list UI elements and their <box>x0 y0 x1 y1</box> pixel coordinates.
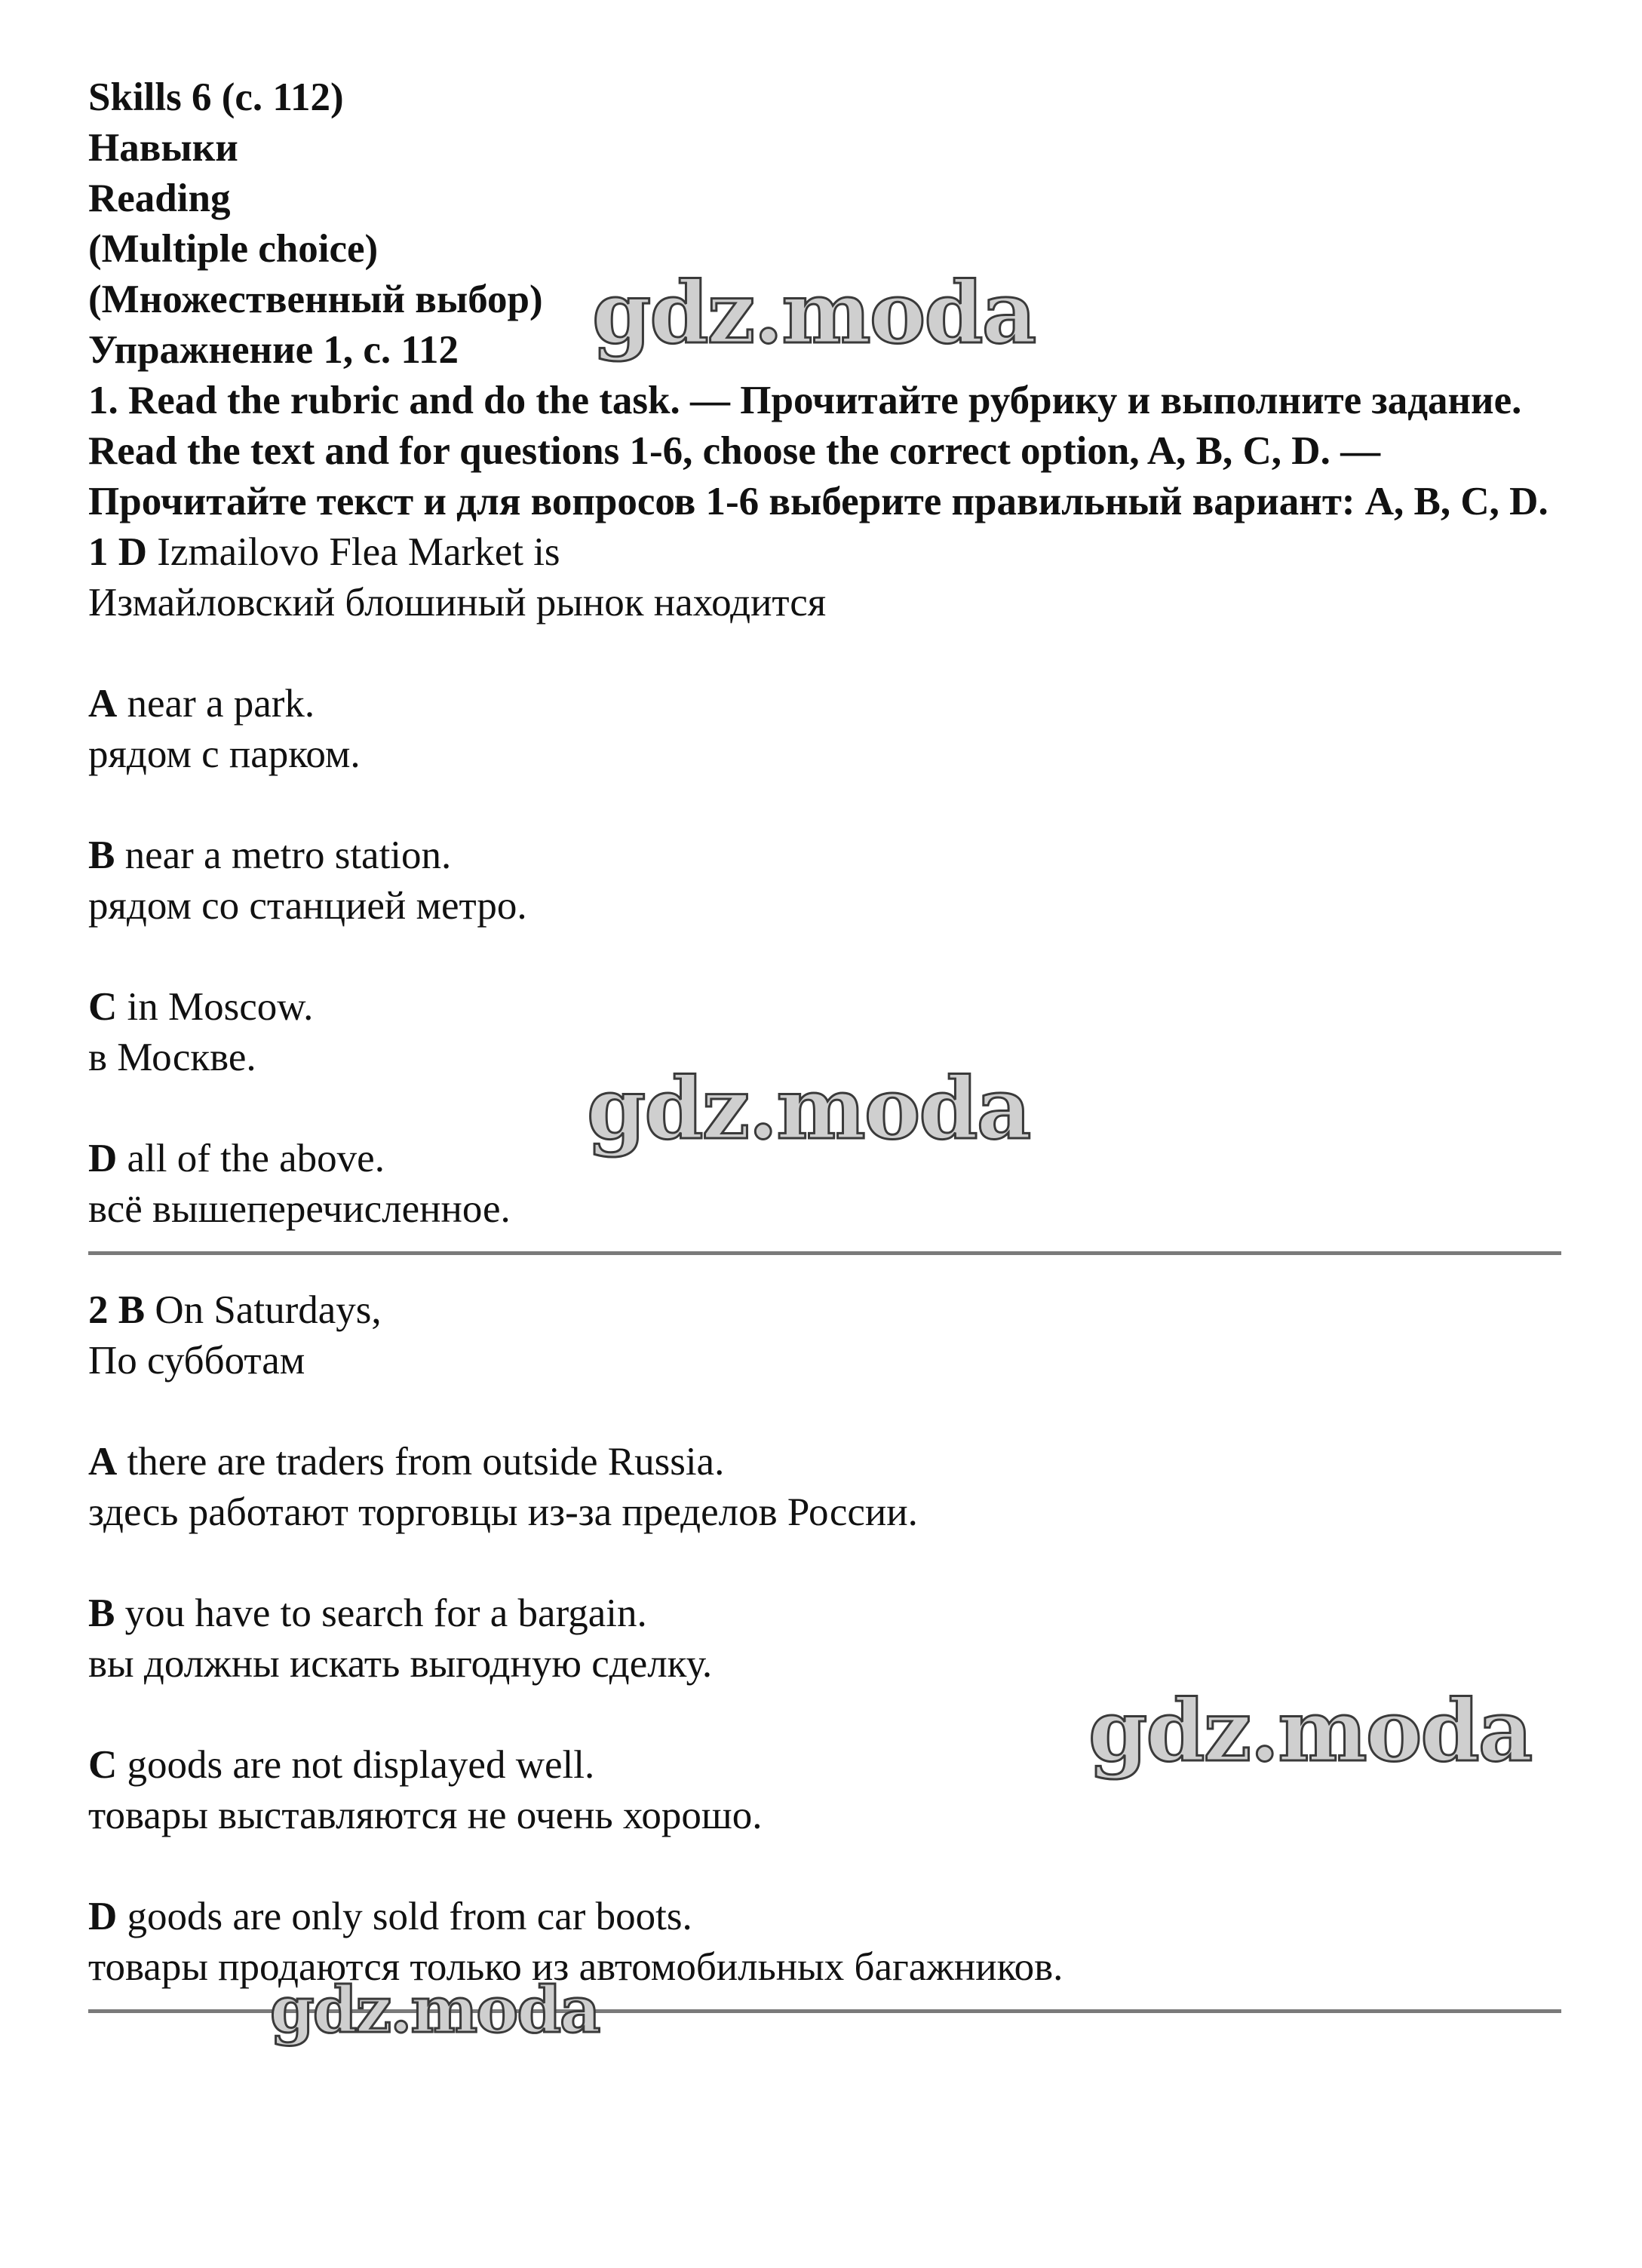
exercise-task: Read the text and for questions 1-6, choose the correct option, A, B, C, D. — Прочитайте текст и для вопросов 1-6 выберите правильный вариант: A, B, C, D. <box>88 429 1548 523</box>
section-divider <box>88 1251 1561 1255</box>
option-letter: C <box>88 1743 118 1787</box>
option-c <box>88 982 1567 1033</box>
watermark: gdz.moda <box>270 1972 600 2047</box>
option-en: near a park. <box>127 682 315 726</box>
option-letter: C <box>88 985 118 1029</box>
exercise-title: Упражнение 1, с. 112 <box>88 328 459 372</box>
answer-label: 2 B <box>88 1288 146 1332</box>
question-stem <box>88 527 1567 578</box>
stem-en: On Saturdays, <box>155 1288 382 1332</box>
exercise-instruction: 1. Read the rubric and do the task. — Прочитайте рубрику и выполните задание. <box>88 379 1522 422</box>
option-en: there are traders from outside Russia. <box>127 1440 725 1484</box>
option-en: goods are only sold from car boots. <box>127 1895 692 1938</box>
option-a <box>88 679 1567 729</box>
option-letter: A <box>88 1440 118 1484</box>
option-ru: в Москве. <box>88 1036 256 1079</box>
watermark: gdz.moda <box>587 1060 1030 1159</box>
stem-en: Izmailovo Flea Market is <box>157 530 560 574</box>
option-ru: товары выставляются не очень хорошо. <box>88 1794 763 1837</box>
stem-ru: По субботам <box>88 1339 305 1383</box>
option-en: in Moscow. <box>127 985 314 1029</box>
skill-name: Reading <box>88 176 231 220</box>
option-letter: A <box>88 682 118 726</box>
option-ru: всё вышеперечисленное. <box>88 1187 511 1231</box>
option-ru: здесь работают торговцы из-за пределов России. <box>88 1490 918 1534</box>
option-ru: рядом со станцией метро. <box>88 884 527 928</box>
section-title: Skills 6 (с. 112) <box>88 75 344 119</box>
question-stem <box>88 1285 1567 1336</box>
option-d <box>88 1892 1567 1942</box>
option-b <box>88 830 1567 881</box>
option-a <box>88 1437 1567 1487</box>
option-en: near a metro station. <box>124 833 452 877</box>
watermark: gdz.moda <box>592 264 1036 363</box>
stem-ru: Измайловский блошиный рынок находится <box>88 581 827 625</box>
option-en: goods are not displayed well. <box>127 1743 595 1787</box>
option-en: all of the above. <box>127 1137 385 1180</box>
option-ru: рядом с парком. <box>88 732 361 776</box>
watermark: gdz.moda <box>1088 1682 1532 1781</box>
option-letter: B <box>88 833 115 877</box>
task-type: (Multiple choice) <box>88 227 379 271</box>
option-ru: вы должны искать выгодную сделку. <box>88 1642 713 1686</box>
section-title-ru: Навыки <box>88 126 238 170</box>
option-letter: D <box>88 1895 118 1938</box>
question-2 <box>88 1285 1567 1993</box>
option-b <box>88 1588 1567 1639</box>
option-ru: товары продаются только из автомобильных багажников. <box>88 1945 1063 1989</box>
task-type-ru: (Множественный выбор) <box>88 278 543 321</box>
option-en: you have to search for a bargain. <box>124 1591 647 1635</box>
answer-label: 1 D <box>88 530 148 574</box>
option-letter: B <box>88 1591 115 1635</box>
option-letter: D <box>88 1137 118 1180</box>
